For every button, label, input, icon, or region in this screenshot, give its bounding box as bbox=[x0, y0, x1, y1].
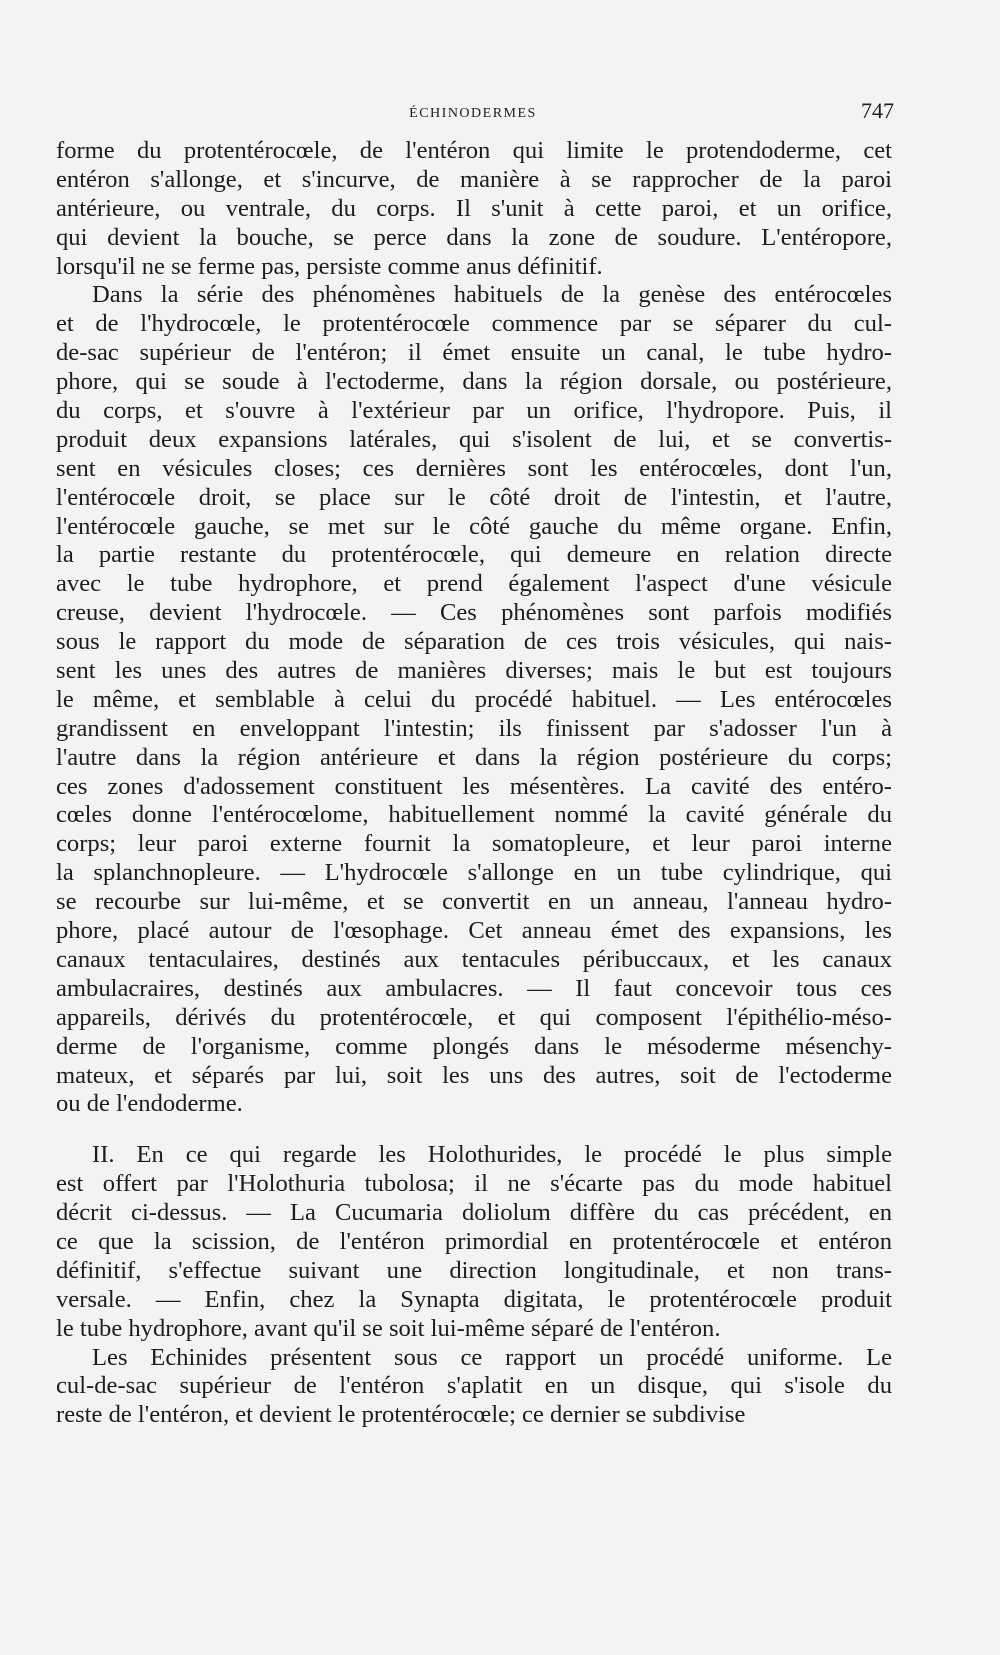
text-line: canaux tentaculaires, destinés aux tentacules péribuccaux, et les canaux bbox=[56, 945, 892, 973]
text-line: sous le rapport du mode de séparation de ces trois vésicules, qui nais- bbox=[56, 628, 892, 656]
running-head-title: ÉCHINODERMES bbox=[409, 106, 537, 121]
text-line: sent les unes des autres de manières diverses; mais le but est toujours bbox=[56, 657, 892, 685]
text-line: est offert par l'Holothuria tubolosa; il ne s'écarte pas du mode habituel bbox=[56, 1170, 892, 1198]
text-line: l'entérocœle droit, se place sur le côté droit de l'intestin, et l'autre, bbox=[56, 483, 892, 511]
text-line: définitif, s'effectue suivant une direction longitudinale, et non trans- bbox=[56, 1256, 892, 1284]
text-line: qui devient la bouche, se perce dans la zone de soudure. L'entéropore, bbox=[56, 223, 892, 251]
text-line: forme du protentérocœle, de l'entéron qui limite le protendoderme, cet bbox=[56, 137, 892, 164]
text-line: mateux, et séparés par lui, soit les uns des autres, soit de l'ectoderme bbox=[56, 1061, 892, 1089]
text-line: la splanchnopleure. — L'hydrocœle s'allonge en un tube cylindrique, qui bbox=[56, 859, 892, 887]
body-text bbox=[56, 137, 892, 1430]
text-line: l'autre dans la région antérieure et dans la région postérieure du corps; bbox=[56, 743, 892, 771]
text-line: le même, et semblable à celui du procédé habituel. — Les entérocœles bbox=[56, 685, 892, 713]
text-line: versale. — Enfin, chez la Synapta digitata, le protentérocœle produit bbox=[56, 1285, 892, 1313]
paragraph bbox=[56, 1344, 892, 1431]
page-number: 747 bbox=[861, 98, 894, 123]
text-line: du corps, et s'ouvre à l'extérieur par un orifice, l'hydropore. Puis, il bbox=[56, 397, 892, 425]
paragraph bbox=[56, 137, 892, 281]
text-line: Dans la série des phénomènes habituels de la genèse des entérocœles bbox=[92, 281, 892, 309]
text-line: appareils, dérivés du protentérocœle, et qui composent l'épithélio-méso- bbox=[56, 1003, 892, 1031]
text-line: phore, placé autour de l'œsophage. Cet anneau émet des expansions, les bbox=[56, 917, 892, 945]
text-line: de-sac supérieur de l'entéron; il émet ensuite un canal, le tube hydro- bbox=[56, 339, 892, 367]
text-line: le tube hydrophore, avant qu'il se soit lui-même séparé de l'entéron. bbox=[56, 1314, 721, 1342]
text-line: phore, qui se soude à l'ectoderme, dans la région dorsale, ou postérieure, bbox=[56, 368, 892, 396]
text-line: produit deux expansions latérales, qui s'isolent de lui, et se convertis- bbox=[56, 425, 892, 453]
text-line: sent en vésicules closes; ces dernières sont les entérocœles, dont l'un, bbox=[56, 454, 892, 482]
paragraph bbox=[56, 1141, 892, 1343]
text-line: derme de l'organisme, comme plongés dans le mésoderme mésenchy- bbox=[56, 1032, 892, 1060]
text-line: lorsqu'il ne se ferme pas, persiste comme anus définitif. bbox=[56, 252, 603, 280]
text-line: l'entérocœle gauche, se met sur le côté gauche du même organe. Enfin, bbox=[56, 512, 892, 540]
text-line: la partie restante du protentérocœle, qui demeure en relation directe bbox=[56, 541, 892, 569]
text-line: entéron s'allonge, et s'incurve, de manière à se rapprocher de la paroi bbox=[56, 165, 892, 193]
running-head bbox=[56, 98, 894, 128]
text-line: cul-de-sac supérieur de l'entéron s'aplatit en un disque, qui s'isole du bbox=[56, 1372, 892, 1400]
text-line: Les Echinides présentent sous ce rapport un procédé uniforme. Le bbox=[92, 1343, 892, 1371]
text-line: avec le tube hydrophore, et prend également l'aspect d'une vésicule bbox=[56, 570, 892, 598]
text-line: corps; leur paroi externe fournit la somatopleure, et leur paroi interne bbox=[56, 830, 892, 858]
text-line: reste de l'entéron, et devient le protentérocœle; ce dernier se subdivise bbox=[56, 1401, 746, 1429]
section-gap bbox=[56, 1119, 892, 1141]
text-line: ce que la scission, de l'entéron primordial en protentérocœle et entéron bbox=[56, 1227, 892, 1255]
text-line: ambulacraires, destinés aux ambulacres. — Il faut concevoir tous ces bbox=[56, 974, 892, 1002]
paragraph bbox=[56, 281, 892, 1119]
text-line: se recourbe sur lui-même, et se convertit en un anneau, l'anneau hydro- bbox=[56, 888, 892, 916]
text-line: ou de l'endoderme. bbox=[56, 1090, 243, 1118]
text-line: antérieure, ou ventrale, du corps. Il s'unit à cette paroi, et un orifice, bbox=[56, 194, 892, 222]
text-line: cœles donne l'entérocœlome, habituellement nommé la cavité générale du bbox=[56, 801, 892, 829]
text-line: II. En ce qui regarde les Holothurides, le procédé le plus simple bbox=[92, 1141, 892, 1169]
text-line: et de l'hydrocœle, le protentérocœle commence par se séparer du cul- bbox=[56, 310, 892, 338]
text-line: grandissent en enveloppant l'intestin; ils finissent par s'adosser l'un à bbox=[56, 714, 892, 742]
text-line: ces zones d'adossement constituent les mésentères. La cavité des entéro- bbox=[56, 772, 892, 800]
text-line: creuse, devient l'hydrocœle. — Ces phénomènes sont parfois modifiés bbox=[56, 599, 892, 627]
text-line: décrit ci-dessus. — La Cucumaria doliolum diffère du cas précédent, en bbox=[56, 1199, 892, 1227]
